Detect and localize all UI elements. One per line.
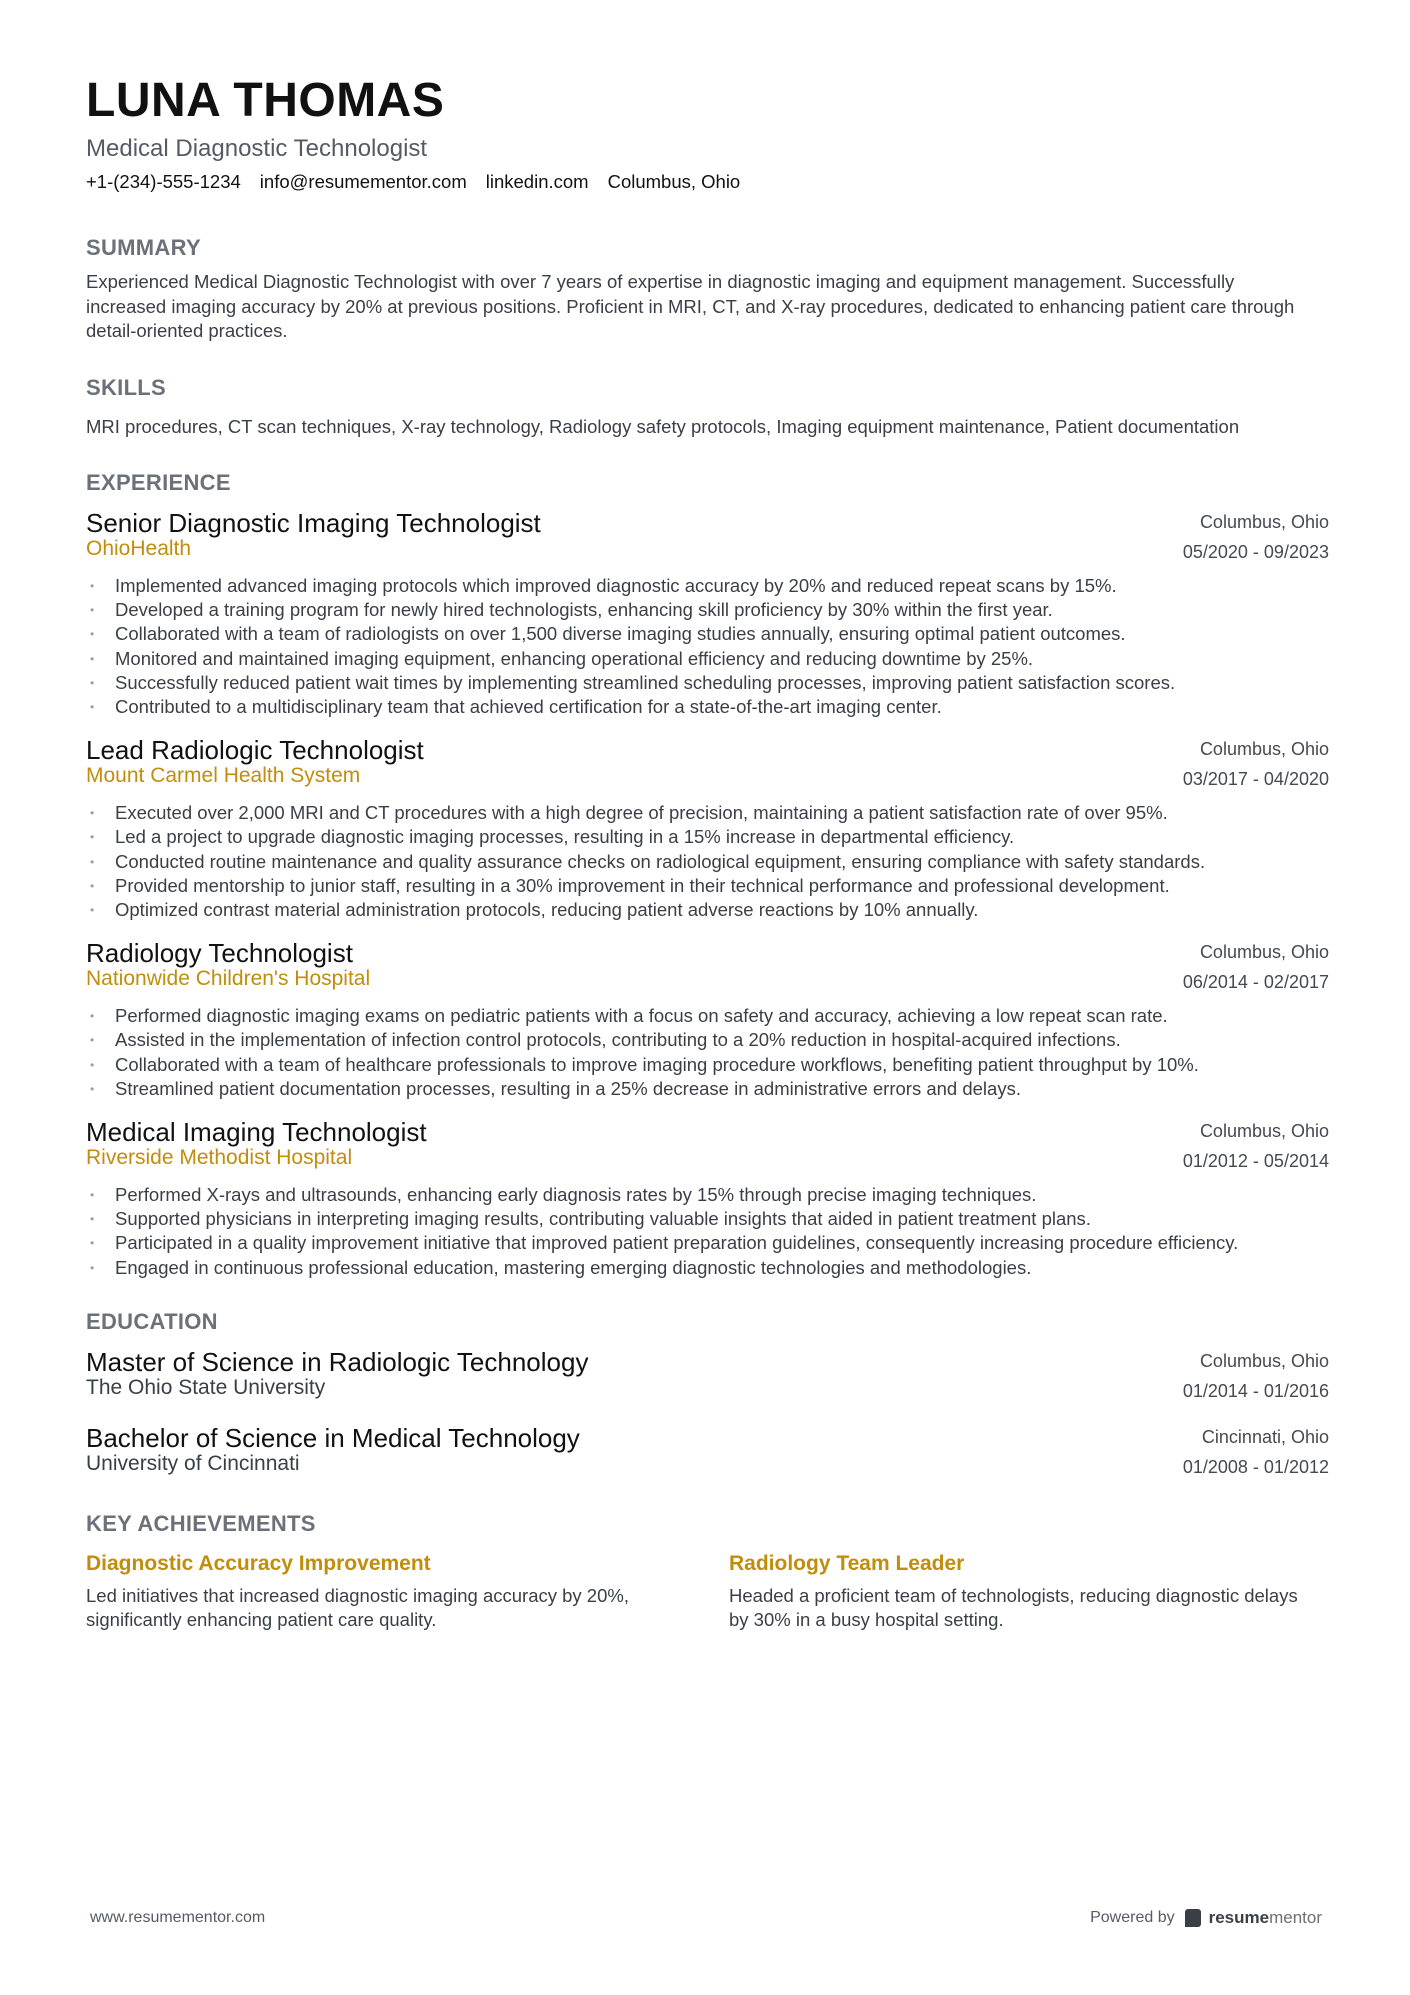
bullet-list	[86, 574, 1329, 719]
bullet-item: • Conducted routine maintenance and quality assurance checks on radiological equipment, ensuring compliance with safety standards.	[86, 850, 1329, 874]
job-header	[86, 734, 1329, 794]
job-title: Medical Imaging Technologist	[86, 1117, 427, 1148]
job-header	[86, 1116, 1329, 1176]
education-location: Cincinnati, Ohio	[1201, 1426, 1329, 1447]
job-location: Columbus, Ohio	[1199, 1121, 1329, 1142]
summary-section	[86, 234, 1329, 344]
brand-logo-icon	[1185, 1909, 1201, 1927]
degree-title: Master of Science in Radiologic Technology	[86, 1346, 589, 1377]
powered-by-label: Powered by	[1090, 1909, 1175, 1926]
bullet-list	[86, 1183, 1329, 1280]
achievements-section	[86, 1510, 1329, 1633]
summary-text: Experienced Medical Diagnostic Technologist with over 7 years of expertise in diagnostic imaging and equipment management. Successfully increased imaging accuracy by 20% at previous positions. Proficient in MRI, CT, and X-ray procedures, dedicated to enhancing patient care through detail-oriented practices.	[86, 271, 1295, 341]
section-title: EXPERIENCE	[86, 470, 231, 495]
bullet-item: • Optimized contrast material administration protocols, reducing patient adverse reactions by 10% annually.	[86, 898, 1329, 922]
bullet-item: • Participated in a quality improvement initiative that improved patient preparation guidelines, consequently increasing procedure efficiency.	[86, 1231, 1329, 1255]
degree-title: Bachelor of Science in Medical Technology	[86, 1422, 580, 1453]
job-header	[86, 937, 1329, 997]
job-entry	[86, 937, 1329, 1101]
job-list	[86, 507, 1329, 1280]
powered-by	[1090, 1908, 1322, 1928]
contact-row	[86, 170, 1329, 194]
company-name: Riverside Methodist Hospital	[86, 1146, 353, 1170]
contact-linkedin[interactable]: linkedin.com	[485, 171, 589, 192]
achievement-list	[86, 1550, 1329, 1633]
resume-page	[86, 70, 1329, 1633]
contact-location: Columbus, Ohio	[607, 171, 741, 192]
job-meta	[1183, 937, 1329, 997]
skills-section	[86, 374, 1329, 440]
bullet-item: • Streamlined patient documentation processes, resulting in a 25% decrease in administrative errors and delays.	[86, 1077, 1329, 1101]
section-title: SKILLS	[86, 374, 167, 400]
achievement-item	[729, 1550, 1299, 1633]
job-meta	[1183, 1116, 1329, 1176]
education-entry	[86, 1346, 1329, 1406]
bullet-item: • Provided mentorship to junior staff, resulting in a 30% improvement in their technical performance and professional development.	[86, 874, 1329, 898]
job-header-left	[86, 734, 424, 789]
bullet-item: • Executed over 2,000 MRI and CT procedures with a high degree of precision, maintaining a patient satisfaction rate of over 95%.	[86, 801, 1329, 825]
footer	[90, 1908, 1322, 1928]
bullet-item: • Assisted in the implementation of infection control protocols, contributing to a 20% reduction in hospital-acquired infections.	[86, 1028, 1329, 1052]
job-entry	[86, 1116, 1329, 1280]
job-header	[86, 507, 1329, 567]
job-dates: 06/2014 - 02/2017	[1182, 972, 1329, 993]
education-header	[86, 1422, 1329, 1482]
education-header-left	[86, 1422, 580, 1477]
bullet-item: • Engaged in continuous professional education, mastering emerging diagnostic technologies and methodologies.	[86, 1256, 1329, 1280]
skills-text: MRI procedures, CT scan techniques, X-ray technology, Radiology safety protocols, Imaging equipment maintenance, Patient documentation	[86, 415, 1240, 437]
bullet-list	[86, 1004, 1329, 1101]
job-meta	[1183, 507, 1329, 567]
experience-section	[86, 469, 1329, 1280]
footer-website[interactable]: www.resumementor.com	[90, 1909, 266, 1926]
logo-light-text: mentor	[1269, 1908, 1322, 1927]
education-dates: 01/2008 - 01/2012	[1182, 1456, 1329, 1477]
job-location: Columbus, Ohio	[1199, 942, 1329, 963]
bullet-item: • Developed a training program for newly hired technologists, enhancing skill proficiency by 30% within the first year.	[86, 598, 1329, 622]
school-name: The Ohio State University	[86, 1375, 326, 1399]
job-entry	[86, 734, 1329, 922]
job-title: Radiology Technologist	[86, 938, 353, 969]
contact-email[interactable]: info@resumementor.com	[259, 171, 467, 192]
bullet-item: • Collaborated with a team of healthcare professionals to improve imaging procedure workflows, benefiting patient throughput by 10%.	[86, 1053, 1329, 1077]
bullet-item: • Performed X-rays and ultrasounds, enhancing early diagnosis rates by 15% through precise imaging techniques.	[86, 1183, 1329, 1207]
job-meta	[1183, 734, 1329, 794]
bullet-item: • Led a project to upgrade diagnostic imaging processes, resulting in a 15% increase in departmental efficiency.	[86, 825, 1329, 849]
bullet-item: • Implemented advanced imaging protocols which improved diagnostic accuracy by 20% and reduced repeat scans by 15%.	[86, 574, 1329, 598]
education-section	[86, 1308, 1329, 1482]
education-header	[86, 1346, 1329, 1406]
section-title: EDUCATION	[86, 1308, 218, 1334]
contact-phone: +1-(234)-555-1234	[86, 171, 241, 192]
section-title: KEY ACHIEVEMENTS	[86, 1510, 316, 1536]
job-dates: 03/2017 - 04/2020	[1182, 769, 1329, 790]
job-title: Lead Radiologic Technologist	[86, 735, 424, 766]
job-dates: 05/2020 - 09/2023	[1182, 542, 1329, 562]
bullet-item: • Supported physicians in interpreting imaging results, contributing valuable insights that aided in patient treatment plans.	[86, 1207, 1329, 1231]
bullet-list	[86, 801, 1329, 922]
bullet-item: • Performed diagnostic imaging exams on pediatric patients with a focus on safety and accuracy, achieving a low repeat scan rate.	[86, 1004, 1329, 1028]
job-entry	[86, 507, 1329, 719]
education-header-left	[86, 1346, 588, 1401]
company-name: Mount Carmel Health System	[86, 764, 361, 788]
achievement-title: Radiology Team Leader	[729, 1551, 965, 1575]
achievement-title: Diagnostic Accuracy Improvement	[86, 1551, 431, 1575]
achievement-text: Headed a proficient team of technologists, reducing diagnostic delays by 30% in a busy hospital setting.	[729, 1584, 1298, 1631]
candidate-name: LUNA THOMAS	[86, 74, 445, 127]
education-entry	[86, 1422, 1329, 1482]
section-title: SUMMARY	[86, 235, 201, 260]
job-dates: 01/2012 - 05/2014	[1182, 1151, 1329, 1172]
candidate-role: Medical Diagnostic Technologist	[86, 135, 428, 162]
bullet-item: • Collaborated with a team of radiologists on over 1,500 diverse imaging studies annually, ensuring optimal patient outcomes.	[86, 622, 1329, 646]
job-header-left	[86, 937, 370, 992]
company-name: Nationwide Children's Hospital	[86, 967, 371, 991]
education-dates: 01/2014 - 01/2016	[1182, 1380, 1329, 1401]
education-list	[86, 1346, 1329, 1482]
company-name: OhioHealth	[86, 537, 192, 560]
job-header-left	[86, 507, 541, 562]
achievement-text: Led initiatives that increased diagnostic imaging accuracy by 20%, significantly enhancing patient care quality.	[86, 1584, 629, 1631]
education-location: Columbus, Ohio	[1199, 1350, 1329, 1371]
bullet-item: • Successfully reduced patient wait times by implementing streamlined scheduling processes, improving patient satisfaction scores.	[86, 671, 1329, 695]
education-meta	[1183, 1346, 1329, 1406]
logo-bold-text: resume	[1208, 1908, 1270, 1927]
job-location: Columbus, Ohio	[1199, 739, 1329, 760]
education-meta	[1183, 1422, 1329, 1482]
school-name: University of Cincinnati	[86, 1451, 300, 1475]
achievement-item	[86, 1550, 656, 1633]
bullet-item: • Monitored and maintained imaging equipment, enhancing operational efficiency and reducing downtime by 25%.	[86, 647, 1329, 671]
brand-logo[interactable]	[1185, 1908, 1322, 1928]
bullet-item: • Contributed to a multidisciplinary team that achieved certification for a state-of-the-art imaging center.	[86, 695, 1329, 719]
job-location: Columbus, Ohio	[1199, 512, 1329, 532]
job-header-left	[86, 1116, 427, 1171]
job-title: Senior Diagnostic Imaging Technologist	[86, 508, 541, 538]
